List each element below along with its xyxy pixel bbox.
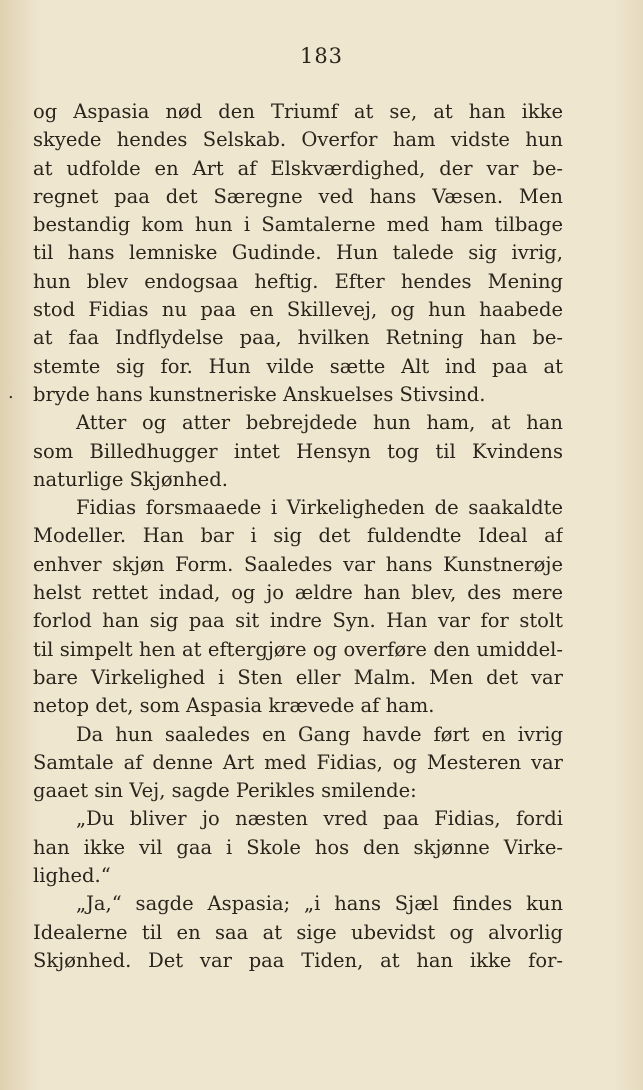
text-line: til hans lemniske Gudinde. Hun talede sig ivrig, — [33, 241, 563, 265]
text-line: Samtale af denne Art med Fidias, og Mesteren var — [33, 750, 563, 774]
text-line: hun blev endogsaa heftig. Efter hendes Mening — [33, 269, 563, 293]
text-line: naturlige Skjønhed. — [33, 467, 228, 491]
text-line: bestandig kom hun i Samtalerne med ham tilbage — [33, 213, 563, 237]
text-line: Modeller. Han bar i sig det fuldendte Ideal af — [33, 524, 563, 548]
text-line: Fidias forsmaaede i Virkeligheden de saakaldte — [76, 496, 563, 520]
text-line: og Aspasia nød den Triumf at se, at han ikke — [33, 100, 563, 123]
text-line: skyede hendes Selskab. Overfor ham vidste hun — [33, 128, 563, 152]
body-text — [33, 98, 563, 975]
text-line: lighed.“ — [33, 864, 111, 888]
text-line: „Ja,“ sagde Aspasia; „i hans Sjæl findes kun — [76, 892, 563, 916]
margin-mark: . — [8, 382, 14, 403]
text-line: helst rettet indad, og jo ældre han blev, des mere — [33, 581, 563, 605]
text-line: bryde hans kunstneriske Anskuelses Stivsind. — [33, 382, 486, 406]
text-line: „Du bliver jo næsten vred paa Fidias, fordi — [76, 807, 563, 831]
text-line: Idealerne til en saa at sige ubevidst og alvorlig — [33, 920, 563, 944]
page-number: 183 — [299, 44, 344, 68]
text-line: stod Fidias nu paa en Skillevej, og hun haabede — [33, 298, 563, 322]
text-line: at faa Indflydelse paa, hvilken Retning han be- — [33, 326, 563, 350]
text-line: gaaet sin Vej, sagde Perikles smilende: — [33, 779, 417, 803]
text-line: netop det, som Aspasia krævede af ham. — [33, 694, 435, 718]
text-line: til simpelt hen at eftergjøre og overføre den umiddel- — [33, 637, 563, 661]
text-line: som Billedhugger intet Hensyn tog til Kvindens — [33, 439, 563, 463]
text-line: han ikke vil gaa i Skole hos den skjønne Virke- — [33, 835, 563, 859]
text-line: stemte sig for. Hun vilde sætte Alt ind paa at — [33, 354, 563, 378]
text-line: Atter og atter bebrejdede hun ham, at han — [76, 411, 563, 435]
text-line: at udfolde en Art af Elskværdighed, der var be- — [33, 156, 563, 180]
text-line: regnet paa det Særegne ved hans Væsen. Men — [33, 184, 563, 208]
text-line: Da hun saaledes en Gang havde ført en ivrig — [76, 722, 563, 746]
text-line: bare Virkelighed i Sten eller Malm. Men det var — [33, 665, 563, 689]
text-line: Skjønhed. Det var paa Tiden, at han ikke for- — [33, 948, 563, 972]
text-line: forlod han sig paa sit indre Syn. Han var for stolt — [33, 609, 563, 633]
text-line: enhver skjøn Form. Saaledes var hans Kunstnerøje — [33, 552, 563, 576]
